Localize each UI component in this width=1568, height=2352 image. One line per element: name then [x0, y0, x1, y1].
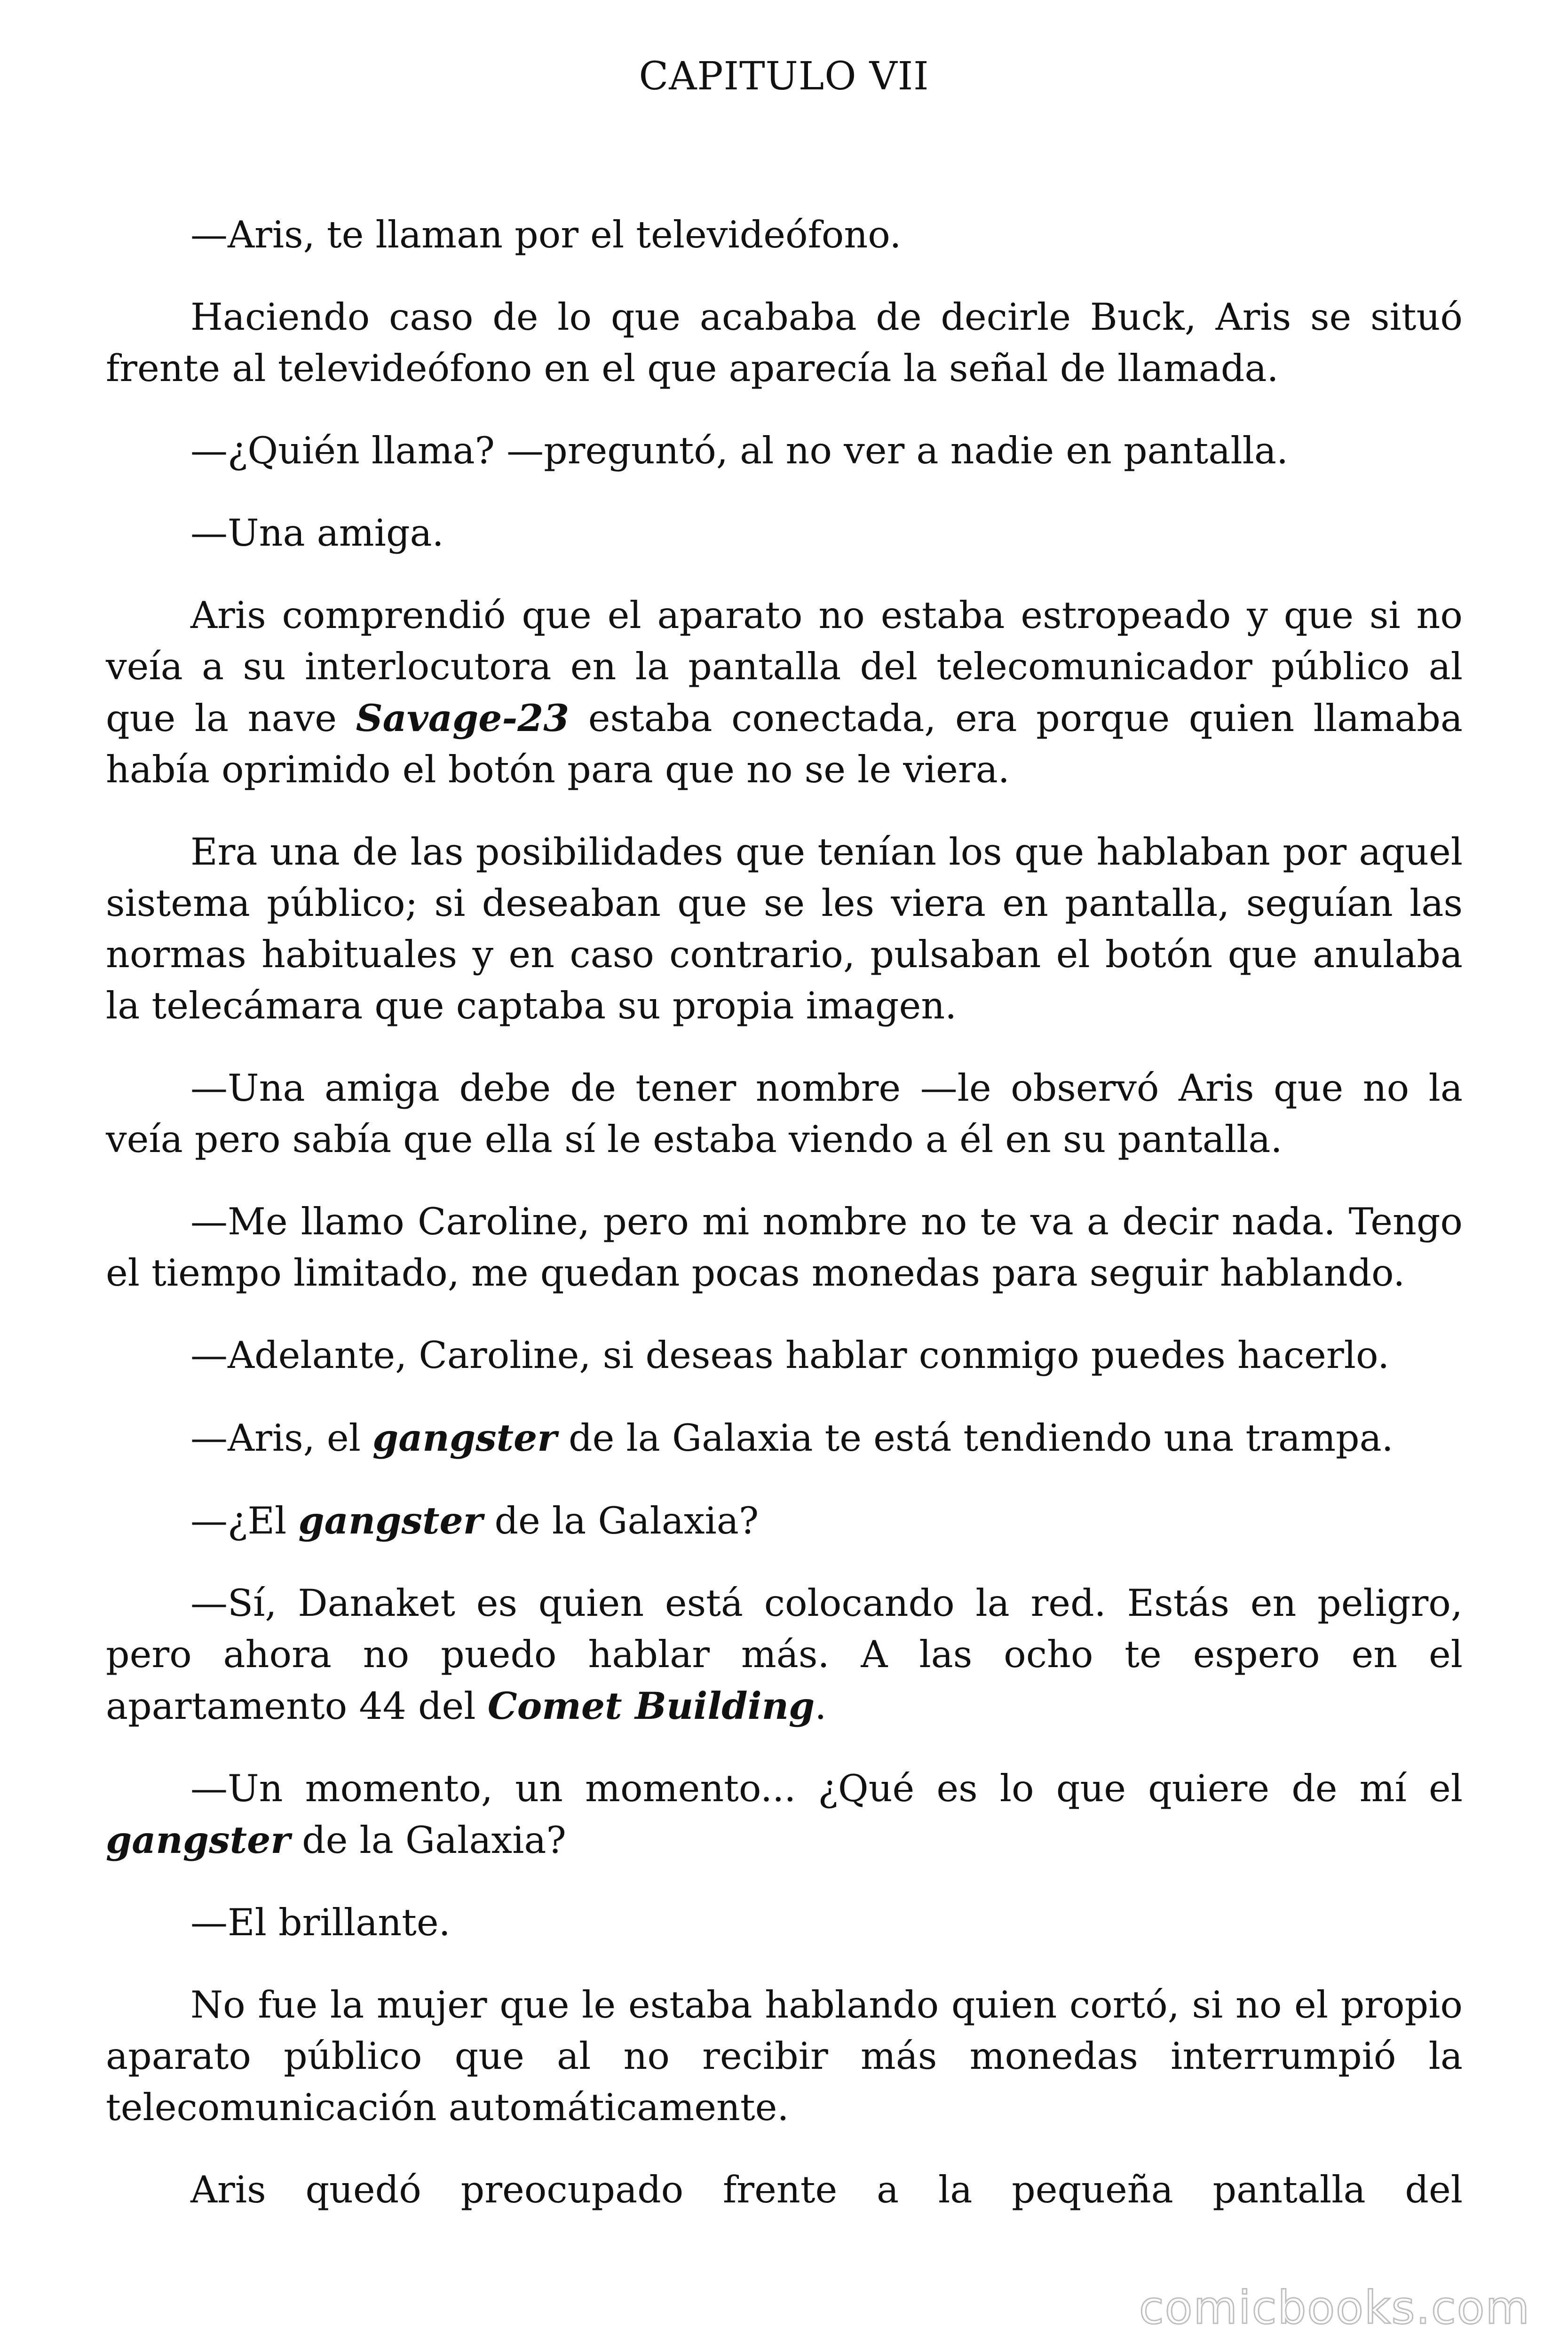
paragraph-8	[106, 1196, 1463, 1299]
paragraph-text: de la Galaxia?	[483, 1499, 759, 1542]
paragraph-text: Haciendo caso de lo que acababa de decirle Buck, Aris se situó frente al televideófono en el que aparecía la señal de llamada.	[106, 295, 1463, 390]
paragraph-text: —Un momento, un momento... ¿Qué es lo que quiere de mí el	[190, 1767, 1463, 1810]
chapter-title: CAPITULO VII	[639, 54, 929, 99]
paragraph-text: Aris quedó preocupado frente a la pequeña pantalla del	[190, 2168, 1463, 2211]
gangster-emphasis: gangster	[298, 1499, 483, 1542]
paragraph-text: —¿Quién llama? —preguntó, al no ver a nadie en pantalla.	[190, 429, 1289, 472]
paragraph-text: —Aris, el	[190, 1416, 372, 1460]
paragraph-text: de la Galaxia?	[290, 1819, 566, 1862]
paragraph-3	[106, 425, 1463, 477]
paragraph-9	[106, 1330, 1463, 1381]
paragraph-text: de la Galaxia te está tendiendo una trampa.	[556, 1416, 1394, 1460]
paragraph-text: —El brillante.	[190, 1901, 451, 1944]
paragraph-6	[106, 826, 1463, 1032]
building-name-emphasis: Comet Building	[487, 1684, 815, 1728]
paragraph-text: —¿El	[190, 1499, 299, 1542]
paragraph-text: —Una amiga.	[190, 511, 444, 555]
paragraph-text: estaba conectada, era porque quien llamaba había oprimido el botón para que no se le viera.	[106, 697, 1463, 791]
page-body	[106, 209, 1463, 2216]
gangster-emphasis: gangster	[106, 1818, 290, 1862]
paragraph-text: —Adelante, Caroline, si deseas hablar conmigo puedes hacerlo.	[190, 1334, 1390, 1377]
paragraph-1	[106, 209, 1463, 261]
paragraph-15	[106, 1979, 1463, 2133]
paragraph-10	[106, 1412, 1463, 1464]
paragraph-4	[106, 508, 1463, 559]
ship-name-emphasis: Savage-23	[356, 696, 570, 740]
paragraph-5	[106, 590, 1463, 795]
gangster-emphasis: gangster	[372, 1416, 557, 1460]
paragraph-text: No fue la mujer que le estaba hablando quien cortó, si no el propio aparato público que al no recibir más monedas interrumpió la telecomunicación automáticamente.	[106, 1983, 1463, 2129]
paragraph-12	[106, 1578, 1463, 1732]
paragraph-14	[106, 1897, 1463, 1948]
paragraph-11	[106, 1495, 1463, 1547]
paragraph-16	[106, 2164, 1463, 2216]
paragraph-text: —Aris, te llaman por el televideófono.	[190, 213, 902, 256]
paragraph-text: —Me llamo Caroline, pero mi nombre no te va a decir nada. Tengo el tiempo limitado, me quedan pocas monedas para seguir hablando.	[106, 1200, 1463, 1295]
paragraph-text: —Sí, Danaket es quien está colocando la red. Estás en peligro, pero ahora no puedo hablar más. A las ocho te espero en el apartamento 44 del	[106, 1581, 1463, 1728]
watermark: comicbooks.com	[1139, 2281, 1530, 2334]
paragraph-13	[106, 1763, 1463, 1866]
paragraph-7	[106, 1063, 1463, 1165]
paragraph-text: Aris comprendió que el aparato no estaba estropeado y que si no veía a su interlocutora en la pantalla del telecomunicador público al que la nave	[106, 594, 1463, 740]
paragraph-text: .	[815, 1685, 827, 1728]
paragraph-2	[106, 292, 1463, 394]
paragraph-text: Era una de las posibilidades que tenían los que hablaban por aquel sistema público; si deseaban que se les viera en pantalla, seguían las normas habituales y en caso contrario, pulsaban el botón que anulaba la telecámara que captaba su propia imagen.	[106, 830, 1463, 1027]
paragraph-text: —Una amiga debe de tener nombre —le observó Aris que no la veía pero sabía que ella sí le estaba viendo a él en su pantalla.	[106, 1066, 1463, 1161]
